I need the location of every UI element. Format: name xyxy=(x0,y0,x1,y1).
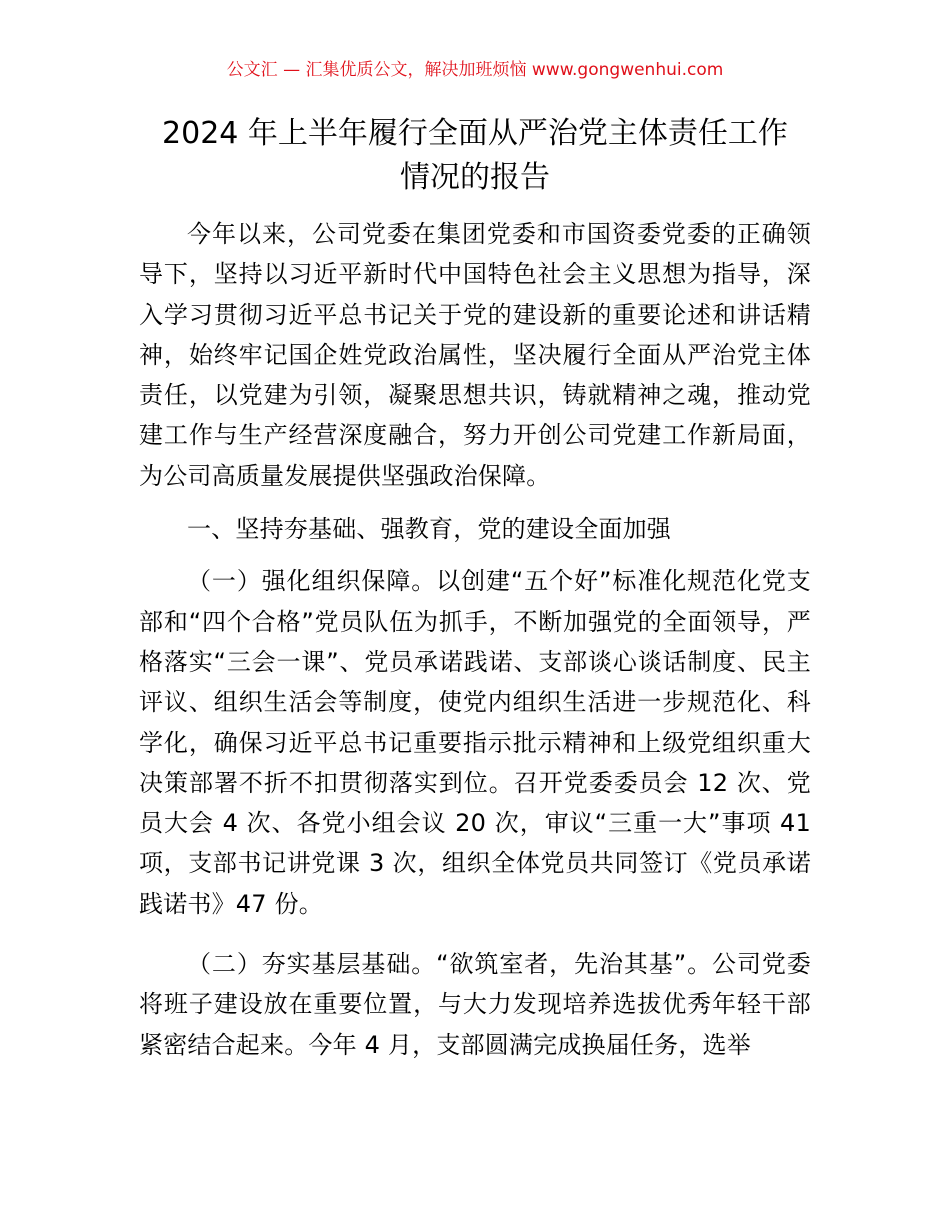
document-body xyxy=(139,214,811,1065)
section-heading-1: 一、坚持夯基础、强教育，党的建设全面加强 xyxy=(187,515,671,544)
watermark-header: 公文汇 — 汇集优质公文，解决加班烦恼 www.gongwenhui.com xyxy=(226,60,724,80)
subsection-paragraph-1: （一）强化组织保障。以创建“五个好”标准化规范化党支部和“四个合格”党员队伍为抓手，不断加强党的全面领导，严格落实“三会一课”、党员承诺践诺、支部谈心谈话制度、民主评议、组织生活会等制度，使党内组织生活进一步规范化、科学化，确保习近平总书记重要指示批示精神和上级党组织重大决策部署不折不扣贯彻落实到位。召开党委委员会 12 次、党员大会 4 次、各党小组会议 20 次，审议“三重一大”事项 41 项，支部书记讲党课 3 次，组织全体党员共同签订《党员承诺践诺书》47 份。 xyxy=(139,567,811,918)
title-line-1: 2024 年上半年履行全面从严治党主体责任工作 xyxy=(162,116,788,151)
subsection-paragraph-2: （二）夯实基层基础。“欲筑室者，先治其基”。公司党委将班子建设放在重要位置，与大力发现培养选拔优秀年轻干部紧密结合起来。今年 4 月，支部圆满完成换届任务，选举 xyxy=(139,950,811,1059)
document-title xyxy=(100,112,850,200)
title-line-2: 情况的报告 xyxy=(400,160,550,195)
intro-paragraph: 今年以来，公司党委在集团党委和市国资委党委的正确领导下，坚持以习近平新时代中国特色社会主义思想为指导，深入学习贯彻习近平总书记关于党的建设新的重要论述和讲话精神，始终牢记国企姓党政治属性，坚决履行全面从严治党主体责任，以党建为引领，凝聚思想共识，铸就精神之魂，推动党建工作与生产经营深度融合，努力开创公司党建工作新局面，为公司高质量发展提供坚强政治保障。 xyxy=(139,220,811,490)
